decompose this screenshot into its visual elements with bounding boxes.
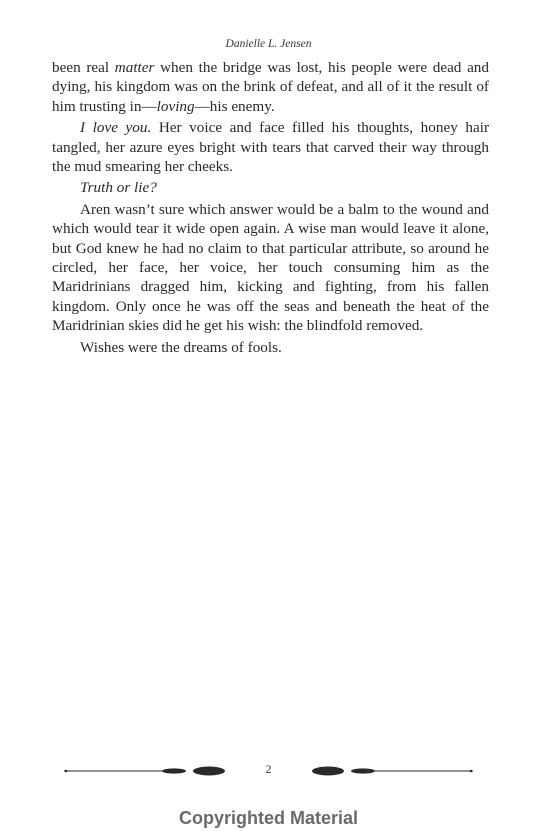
- paragraph-4: Aren wasn’t sure which answer would be a balm to the wound and which would tear it wide open again. A wise man would leave it alone, but God knew he had no claim to that particular attribute, so around he circled, her face, her voice, her touch consuming him as the Maridrinians dragged him, kicking and fighting, from his fallen kingdom. Only once he was off the seas and beneath the heat of the Maridrinian skies did he get his wish: the blindfold removed.: [52, 200, 489, 335]
- paragraph-1: [52, 58, 489, 116]
- paragraph-2-italic-quote: I love you.: [80, 119, 152, 137]
- paragraph-2-text: Her voice and face filled his thoughts, honey hair tangled, her azure eyes bright with tears that carved their way through the mud smearing her cheeks.: [52, 119, 489, 176]
- page-footer: [0, 760, 537, 784]
- paragraph-1-text-a: been real: [52, 59, 115, 76]
- right-flourish-ornament-icon: [311, 764, 473, 778]
- paragraph-1-text-c: when the bridge was lost, his people were dead and dying, his kingdom was on the brink of defeat, and all of it the result of him trusting in—: [52, 59, 489, 115]
- copyright-watermark: Copyrighted Material: [178, 808, 359, 828]
- paragraph-3-italic: Truth or lie?: [80, 179, 157, 197]
- paragraph-1-italic-loving: loving: [156, 97, 195, 115]
- body-text: [52, 58, 489, 359]
- paragraph-3: [52, 178, 489, 197]
- paragraph-5: Wishes were the dreams of fools.: [80, 338, 282, 356]
- paragraph-2: [52, 118, 489, 176]
- paragraph-1-italic-matter: matter: [114, 59, 155, 76]
- page-number: 2: [265, 762, 272, 776]
- running-header-author: Danielle L. Jensen: [225, 38, 312, 50]
- paragraph-1-text-e: —his enemy.: [194, 97, 275, 115]
